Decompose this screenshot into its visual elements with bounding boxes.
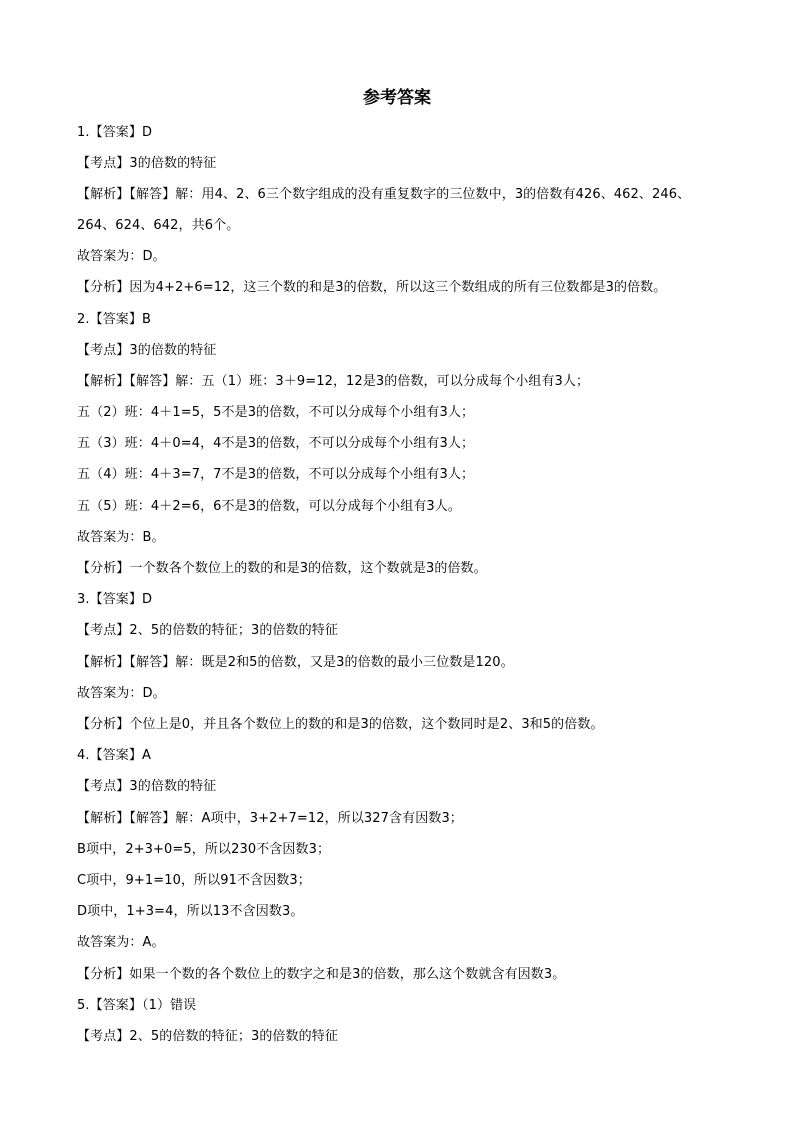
answer-line-3-explanation: 【分析】个位上是0，并且各个数位上的数的和是3的倍数，这个数同时是2、3和5的倍数。 (77, 717, 604, 732)
answer-line-1-explanation: 【分析】因为4+2+6=12，这三个数的和是3的倍数，所以这三个数组成的所有三位数都是3的倍数。 (77, 280, 667, 295)
answer-line-1-analysis-cont: 264、624、642，共6个。 (77, 218, 240, 233)
answer-line-2-class2: 五（2）班：4＋1=5，5不是3的倍数，不可以分成每个小组有3人； (77, 405, 475, 420)
answer-line-2-answer: 2.【答案】B (77, 312, 152, 327)
answer-line-1-analysis: 【解析】【解答】解：用4、2、6三个数字组成的没有重复数字的三位数中，3的倍数有426、462、246、 (77, 187, 691, 202)
answer-line-3-topic: 【考点】2、5的倍数的特征；3的倍数的特征 (77, 623, 338, 638)
answer-line-1-answer: 1.【答案】D (77, 125, 153, 140)
answer-line-4-conclusion: 故答案为：A。 (77, 935, 165, 950)
page-title: 参考答案 (363, 88, 431, 108)
answer-line-2-class4: 五（4）班：4＋3=7，7不是3的倍数，不可以分成每个小组有3人； (77, 467, 475, 482)
answer-line-4-option-d: D项中，1+3=4，所以13不含因数3。 (77, 904, 304, 919)
answer-line-1-conclusion: 故答案为：D。 (77, 249, 166, 264)
answer-line-5-answer: 5.【答案】（1）错误 (77, 998, 197, 1013)
answer-line-1-topic: 【考点】3的倍数的特征 (77, 156, 217, 171)
answer-line-3-analysis: 【解析】【解答】解：既是2和5的倍数，又是3的倍数的最小三位数是120。 (77, 655, 514, 670)
answer-line-3-conclusion: 故答案为：D。 (77, 686, 166, 701)
answer-line-4-option-c: C项中，9+1=10，所以91不含因数3； (77, 873, 311, 888)
answer-line-2-topic: 【考点】3的倍数的特征 (77, 343, 217, 358)
answer-line-4-explanation: 【分析】如果一个数的各个数位上的数字之和是3的倍数，那么这个数就含有因数3。 (77, 967, 566, 982)
answer-line-4-option-b: B项中，2+3+0=5，所以230不含因数3； (77, 842, 331, 857)
answer-line-4-answer: 4.【答案】A (77, 748, 151, 763)
answer-line-2-class5: 五（5）班：4＋2=6，6不是3的倍数，可以分成每个小组有3人。 (77, 499, 461, 514)
answer-line-4-topic: 【考点】3的倍数的特征 (77, 779, 217, 794)
answer-line-2-analysis: 【解析】【解答】解：五（1）班：3＋9=12，12是3的倍数，可以分成每个小组有3人； (77, 374, 590, 389)
answer-line-4-analysis: 【解析】【解答】解：A项中，3+2+7=12，所以327含有因数3； (77, 811, 463, 826)
answer-line-2-explanation: 【分析】一个数各个数位上的数的和是3的倍数，这个数就是3的倍数。 (77, 561, 487, 576)
answer-line-2-class3: 五（3）班：4＋0=4，4不是3的倍数，不可以分成每个小组有3人； (77, 436, 475, 451)
answer-line-2-conclusion: 故答案为：B。 (77, 530, 165, 545)
answer-line-3-answer: 3.【答案】D (77, 592, 153, 607)
answer-line-5-topic: 【考点】2、5的倍数的特征；3的倍数的特征 (77, 1029, 338, 1044)
